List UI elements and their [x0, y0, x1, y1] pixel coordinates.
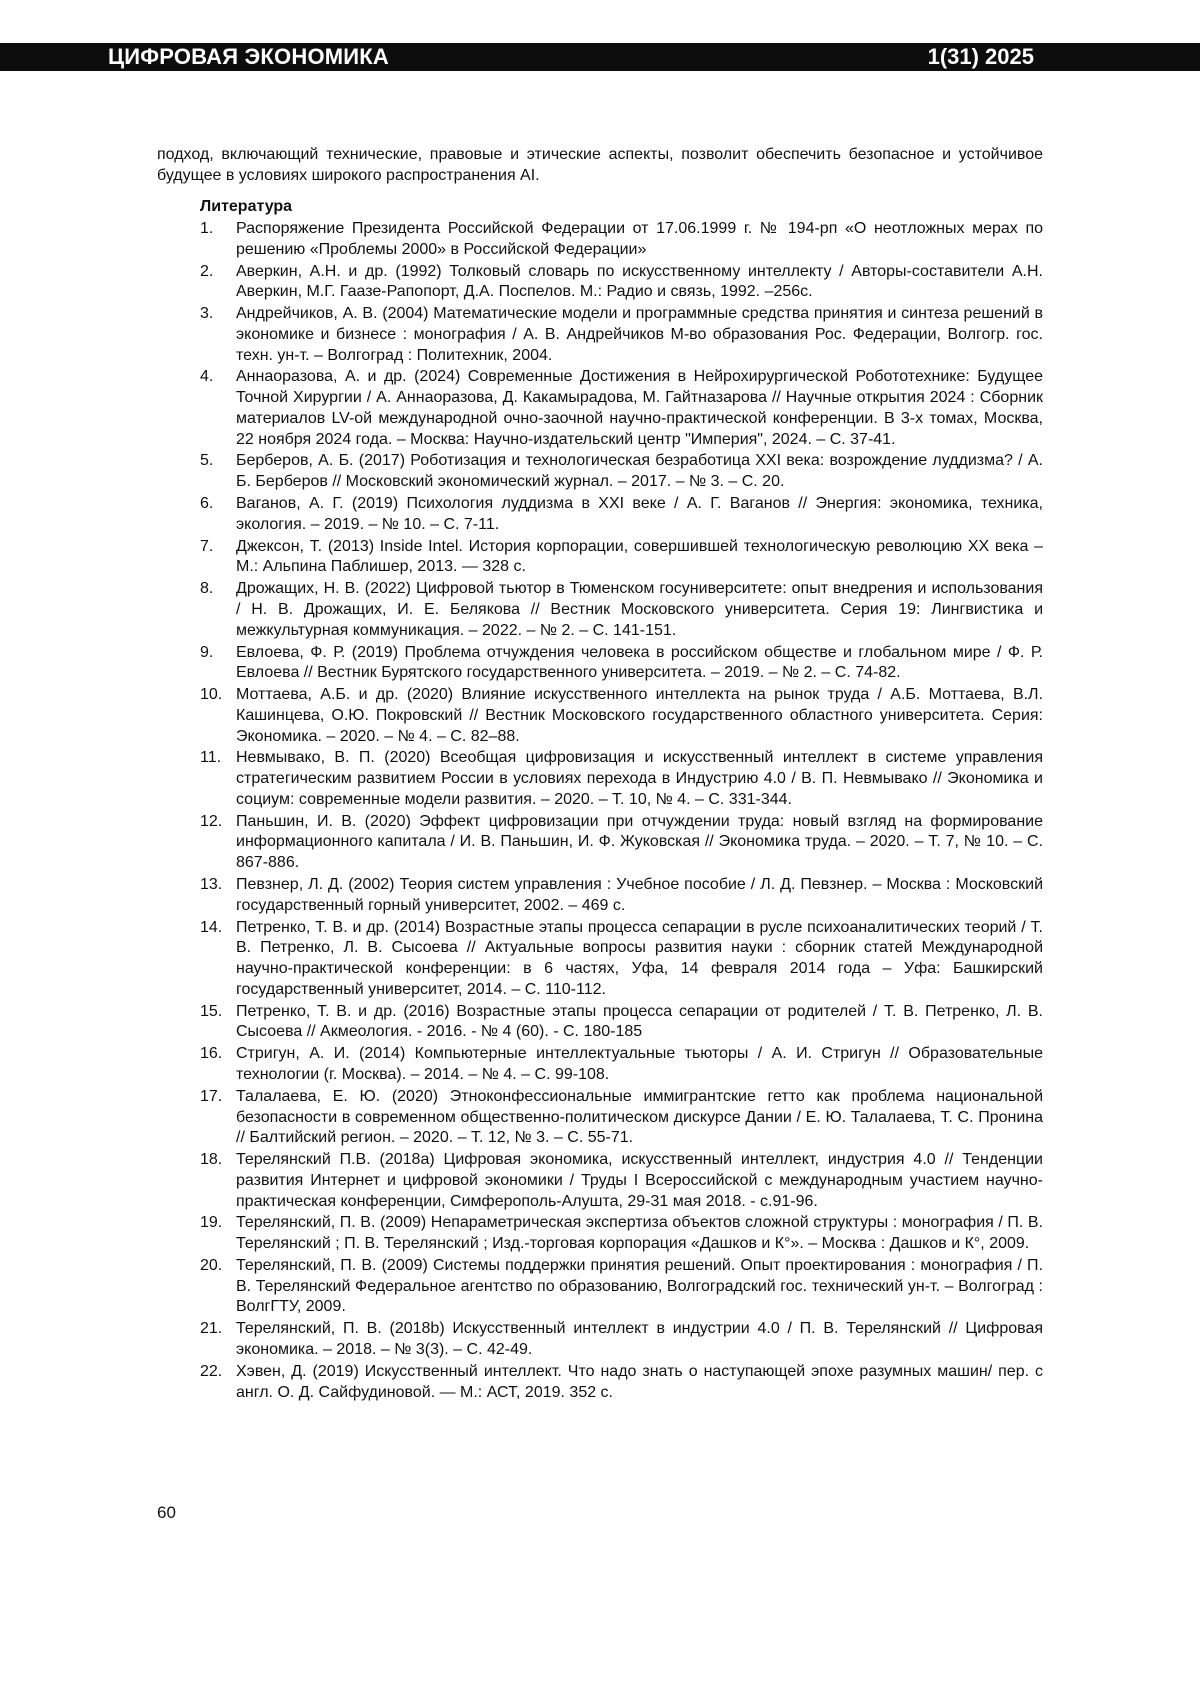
reference-text: Распоряжение Президента Российской Федерации от 17.06.1999 г. № 194-рп «О неотложных мерах по решению «Проблемы 2000» в Российской Федерации» — [236, 220, 1043, 258]
reference-text: Терелянский П.В. (2018а) Цифровая экономика, искусственный интеллект, индустрия 4.0 // Тенденции развития Интернет и цифровой экономики / Труды I Всероссийской с международным участием научно-практическая конференции, Симферополь-Алушта, 29-31 мая 2018. - с.91-96. — [236, 1151, 1043, 1210]
reference-text: Джексон, Т. (2013) Inside Intel. История корпорации, совершившей технологическую революцию XX века – М.: Альпина Паблишер, 2013. — 328 с. — [236, 537, 1043, 576]
reference-item — [200, 262, 1043, 303]
reference-item — [200, 685, 1043, 747]
reference-number: 5. — [200, 452, 214, 470]
reference-text: Евлоева, Ф. Р. (2019) Проблема отчуждения человека в российском обществе и глобальном мире / Ф. Р. Евлоева // Вестник Бурятского государственного университета. – 2019. – № 2. – С. 74-82. — [236, 643, 1043, 682]
page-number: 60 — [157, 1503, 176, 1522]
reference-item — [200, 304, 1043, 366]
reference-number: 14. — [200, 918, 223, 936]
reference-number: 4. — [200, 368, 214, 386]
reference-item — [200, 812, 1043, 874]
reference-text: Терелянский, П. В. (2018b) Искусственный интеллект в индустрии 4.0 / П. В. Терелянский // Цифровая экономика. – 2018. – № 3(3). – С. 42-49. — [236, 1320, 1043, 1359]
reference-item — [200, 579, 1043, 641]
reference-number: 13. — [200, 876, 223, 894]
reference-item — [200, 1362, 1043, 1403]
reference-number: 20. — [200, 1257, 223, 1275]
reference-number: 9. — [200, 643, 214, 661]
reference-item — [200, 1319, 1043, 1360]
reference-number: 6. — [200, 495, 214, 513]
reference-number: 18. — [200, 1151, 223, 1169]
reference-number: 1. — [200, 220, 214, 237]
intro-paragraph: подход, включающий технические, правовые и этические аспекты, позволит обеспечить безопасное и устойчивое будущее в условиях широкого распространения AI. — [157, 146, 1043, 184]
reference-text: Паньшин, И. В. (2020) Эффект цифровизации при отчуждении труда: новый взгляд на формирование информационного капитала / И. В. Паньшин, И. Ф. Жуковская // Экономика труда. – 2020. – Т. 7, № 10. – С. 867-886. — [236, 812, 1043, 872]
reference-text: Аннаоразова, А. и др. (2024) Современные Достижения в Нейрохирургической Робототехнике: Будущее Точной Хирургии / А. Аннаоразова, Д. Какамырадова, М. Гайтназарова // Научные открытия 2024 : Сборник материалов LV-ой международной очно-заочной научно-практической конференции. В 3-х томах, Москва, 22 ноября 2024 года. – Москва: Научно-издательский центр "Империя", 2024. – С. 37-41. — [236, 368, 1043, 448]
reference-item — [200, 1044, 1043, 1085]
reference-item — [200, 219, 1043, 260]
reference-item — [200, 1087, 1043, 1149]
reference-number: 16. — [200, 1045, 223, 1063]
reference-text: Аверкин, А.Н. и др. (1992) Толковый словарь по искусственному интеллекту / Авторы-составители А.Н. Аверкин, М.Г. Гаазе-Рапопорт, Д.А. Поспелов. М.: Радио и связь, 1992. –256с. — [236, 262, 1043, 301]
reference-text: Петренко, Т. В. и др. (2014) Возрастные этапы процесса сепарации в русле психоаналитических теорий / Т. В. Петренко, Л. В. Сысоева // Актуальные вопросы развития науки : сборник статей Международной научно-практической конференции: в 6 частях, Уфа, 14 февраля 2014 года – Уфа: Башкирский государственный университет, 2014. – С. 110-112. — [236, 918, 1043, 998]
reference-text: Терелянский, П. В. (2009) Системы поддержки принятия решений. Опыт проектирования : монография / П. В. Терелянский Федеральное агентство по образованию, Волгоградский гос. технический ун-т. – Волгоград : ВолгГТУ, 2009. — [236, 1257, 1043, 1316]
reference-item — [200, 367, 1043, 450]
reference-number: 11. — [200, 749, 222, 767]
reference-number: 17. — [200, 1087, 223, 1105]
references-heading: Литература — [200, 198, 293, 215]
reference-text: Терелянский, П. В. (2009) Непараметрическая экспертиза объектов сложной структуры : монография / П. В. Терелянский ; П. В. Терелянский ; Изд.-торговая корпорация «Дашков и К°». – Москва : Дашков и К°, 2009. — [236, 1214, 1043, 1253]
journal-title: ЦИФРОВАЯ ЭКОНОМИКА — [108, 44, 390, 69]
reference-item — [200, 494, 1043, 535]
references-list — [200, 219, 1043, 1405]
reference-number: 8. — [200, 580, 214, 598]
reference-text: Моттаева, А.Б. и др. (2020) Влияние искусственного интеллекта на рынок труда / А.Б. Моттаева, В.Л. Кашинцева, О.Ю. Покровский // Вестник Московского государственного областного университета. Серия: Экономика. – 2020. – № 4. – С. 82–88. — [236, 686, 1043, 745]
reference-number: 10. — [200, 686, 223, 704]
reference-text: Талалаева, Е. Ю. (2020) Этноконфессиональные иммигрантские гетто как проблема национальной безопасности в современном общественно-политическом дискурсе Дании / Е. Ю. Талалаева, Т. С. Пронина // Балтийский регион. – 2020. – Т. 12, № 3. – С. 55-71. — [236, 1087, 1043, 1147]
reference-number: 2. — [200, 262, 214, 280]
reference-text: Хэвен, Д. (2019) Искусственный интеллект. Что надо знать о наступающей эпохе разумных машин/ пер. с англ. О. Д. Сайфудиновой. — М.: АСТ, 2019. 352 с. — [236, 1362, 1043, 1401]
reference-item — [200, 875, 1043, 916]
reference-text: Стригун, А. И. (2014) Компьютерные интеллектуальные тьюторы / А. И. Стригун // Образовательные технологии (г. Москва). – 2014. – № 4. – С. 99-108. — [236, 1045, 1043, 1083]
reference-text: Андрейчиков, А. В. (2004) Математические модели и программные средства принятия и синтеза решений в экономике и бизнесе : монография / А. В. Андрейчиков М-во образования Рос. Федерации, Волгогр. гос. техн. ун-т. – Волгоград : Политехник, 2004. — [236, 305, 1043, 364]
reference-item — [200, 1002, 1043, 1043]
reference-item — [200, 451, 1043, 492]
reference-number: 21. — [200, 1320, 223, 1338]
reference-item — [200, 1256, 1043, 1318]
reference-item — [200, 537, 1043, 578]
issue-number: 1(31) 2025 — [927, 44, 1034, 69]
reference-item — [200, 918, 1043, 1001]
reference-text: Петренко, Т. В. и др. (2016) Возрастные этапы процесса сепарации от родителей / Т. В. Петренко, Л. В. Сысоева // Акмеология. - 2016. - № 4 (60). - С. 180-185 — [236, 1002, 1043, 1041]
reference-text: Невмывако, В. П. (2020) Всеобщая цифровизация и искусственный интеллект в системе управления стратегическим развитием России в условиях перехода в Индустрию 4.0 / В. П. Невмывако // Экономика и социум: современные модели развития. – 2020. – Т. 10, № 4. – С. 331-344. — [236, 749, 1043, 808]
reference-item — [200, 1150, 1043, 1212]
reference-item — [200, 1213, 1043, 1254]
reference-number: 22. — [200, 1362, 223, 1380]
reference-text: Дрожащих, Н. В. (2022) Цифровой тьютор в Тюменском госуниверситете: опыт внедрения и использования / Н. В. Дрожащих, И. Е. Белякова // Вестник Московского университета. Серия 19: Лингвистика и межкультурная коммуникация. – 2022. – № 2. – С. 141-151. — [236, 580, 1043, 639]
reference-number: 3. — [200, 305, 214, 323]
journal-header-bar — [0, 43, 1200, 71]
reference-number: 7. — [200, 537, 214, 555]
reference-number: 12. — [200, 812, 223, 830]
reference-text: Берберов, А. Б. (2017) Роботизация и технологическая безработица XXI века: возрождение луддизма? / А. Б. Берберов // Московский экономический журнал. – 2017. – № 3. – С. 20. — [236, 452, 1043, 491]
reference-item — [200, 643, 1043, 684]
reference-number: 15. — [200, 1002, 223, 1020]
reference-number: 19. — [200, 1214, 223, 1232]
reference-text: Ваганов, А. Г. (2019) Психология луддизма в XXI веке / А. Г. Ваганов // Энергия: экономика, техника, экология. – 2019. – № 10. – С. 7-11. — [236, 495, 1043, 533]
reference-item — [200, 748, 1043, 810]
reference-text: Певзнер, Л. Д. (2002) Теория систем управления : Учебное пособие / Л. Д. Певзнер. – Москва : Московский государственный горный университет, 2002. – 469 с. — [236, 876, 1043, 914]
